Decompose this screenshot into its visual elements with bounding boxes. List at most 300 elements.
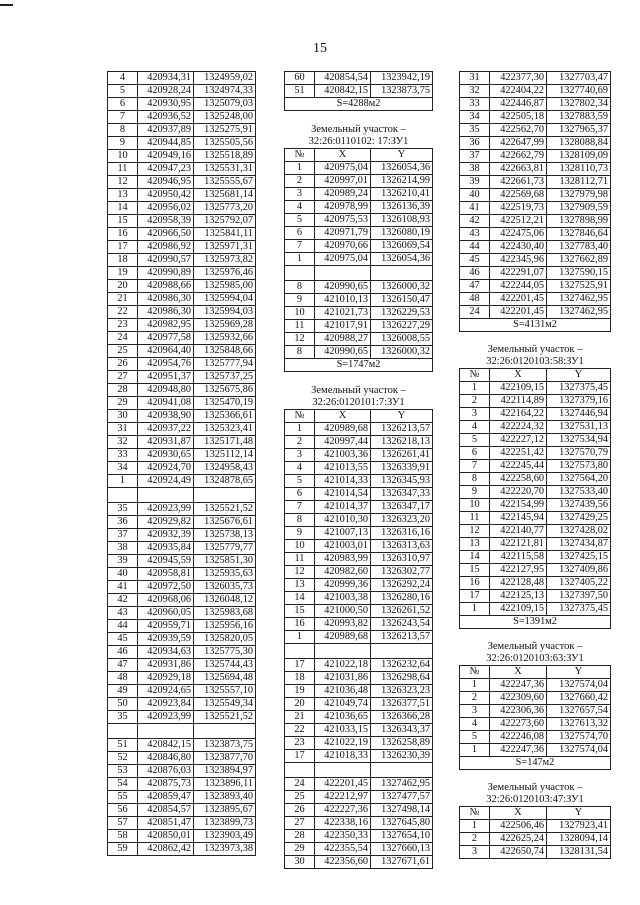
point-number-cell: 8: [460, 473, 490, 486]
point-number-cell: 4: [460, 718, 490, 731]
x-coordinate-cell: 422505,18: [490, 111, 547, 124]
x-coordinate-cell: 420949,16: [138, 150, 194, 163]
point-number-cell: 1: [460, 382, 490, 395]
y-coordinate-cell: 1325171,48: [194, 436, 256, 449]
table-row: [108, 620, 256, 633]
table-row: [108, 503, 256, 516]
table-row: [108, 410, 256, 423]
point-number-cell: 17: [285, 659, 315, 672]
x-coordinate-cell: 420997,44: [315, 436, 371, 449]
table-row: [108, 739, 256, 752]
point-number-cell: 2: [285, 436, 315, 449]
point-number-cell: 1: [285, 423, 315, 436]
x-coordinate-cell: 420993,82: [315, 618, 371, 631]
y-coordinate-cell: 1326230,39: [371, 750, 433, 763]
x-coordinate-cell: 422291,07: [490, 267, 547, 280]
table-row: [285, 346, 433, 359]
table-row: [285, 724, 433, 737]
x-coordinate-cell: 422245,44: [490, 460, 547, 473]
table-row: [108, 176, 256, 189]
coordinates-table-column-3: [459, 71, 611, 859]
point-number-cell: 19: [108, 267, 138, 280]
y-coordinate-cell: 1323973,38: [194, 843, 256, 856]
y-coordinate-cell: 1327783,40: [547, 241, 611, 254]
y-coordinate-cell: 1326323,20: [371, 514, 433, 527]
table-row: [460, 176, 611, 189]
y-coordinate-cell: 1326054,36: [371, 253, 433, 266]
x-coordinate-cell: 422140,77: [490, 525, 547, 538]
x-coordinate-cell: 422662,79: [490, 150, 547, 163]
table-row: [108, 672, 256, 685]
y-coordinate-cell: 1326214,99: [371, 175, 433, 188]
table-row: [285, 830, 433, 843]
y-coordinate-cell: 1326229,53: [371, 307, 433, 320]
point-number-cell: 3: [285, 188, 315, 201]
x-coordinate-cell: 420862,42: [138, 843, 194, 856]
table-row: [460, 705, 611, 718]
area-row: [285, 359, 433, 372]
x-coordinate-cell: 422115,58: [490, 551, 547, 564]
point-number-cell: 35: [108, 503, 138, 516]
parcel-title: Земельный участок –: [487, 641, 583, 652]
area-row: [460, 616, 611, 629]
table-row: [108, 397, 256, 410]
y-coordinate-cell: 1327703,47: [547, 72, 611, 85]
point-number-cell: [285, 644, 315, 659]
x-coordinate-cell: 422109,15: [490, 382, 547, 395]
point-number-cell: 27: [108, 371, 138, 384]
table-row: [285, 307, 433, 320]
y-coordinate-cell: 1325323,41: [194, 423, 256, 436]
x-coordinate-cell: 420846,80: [138, 752, 194, 765]
x-coordinate-cell: 421049,74: [315, 698, 371, 711]
table-row: [108, 189, 256, 202]
point-number-cell: 20: [285, 698, 315, 711]
x-coordinate-cell: 422650,74: [490, 846, 547, 859]
y-coordinate-cell: 1323877,70: [194, 752, 256, 765]
x-coordinate-cell: 422125,13: [490, 590, 547, 603]
y-coordinate-cell: 1323899,73: [194, 817, 256, 830]
y-coordinate-cell: 1327654,10: [371, 830, 433, 843]
x-coordinate-cell: 421021,73: [315, 307, 371, 320]
point-number-cell: 12: [108, 176, 138, 189]
point-number-cell: 60: [285, 72, 315, 85]
table-row: [460, 202, 611, 215]
x-coordinate-cell: 420924,49: [138, 475, 194, 488]
x-coordinate-cell: 421022,18: [315, 659, 371, 672]
table-row: [108, 817, 256, 830]
y-coordinate-cell: 1326054,36: [371, 162, 433, 175]
point-number-cell: 33: [108, 449, 138, 462]
y-coordinate-cell: 1325773,20: [194, 202, 256, 215]
y-coordinate-cell: 1323895,67: [194, 804, 256, 817]
point-number-cell: [108, 488, 138, 503]
parcel-title: Земельный участок –: [311, 385, 406, 396]
point-number-cell: 49: [108, 685, 138, 698]
x-coordinate-cell: 421013,55: [315, 462, 371, 475]
point-number-cell: 43: [108, 607, 138, 620]
x-coordinate-cell: 422114,89: [490, 395, 547, 408]
point-number-cell: 45: [460, 254, 490, 267]
x-coordinate-cell: 422212,97: [315, 791, 371, 804]
point-number-cell: 59: [108, 843, 138, 856]
column-header-y: Y: [371, 410, 433, 423]
point-number-cell: 14: [108, 202, 138, 215]
point-number-cell: 46: [108, 646, 138, 659]
y-coordinate-cell: 1328109,09: [547, 150, 611, 163]
y-coordinate-cell: 1327740,69: [547, 85, 611, 98]
x-coordinate-cell: 422306,36: [490, 705, 547, 718]
table-row: [108, 293, 256, 306]
point-number-cell: 14: [460, 551, 490, 564]
point-number-cell: 13: [460, 538, 490, 551]
point-number-cell: 5: [285, 214, 315, 227]
point-number-cell: 2: [285, 175, 315, 188]
x-coordinate-cell: 422201,45: [490, 293, 547, 306]
y-coordinate-cell: 1327439,56: [547, 499, 611, 512]
point-number-cell: 27: [285, 817, 315, 830]
x-coordinate-cell: 422127,95: [490, 564, 547, 577]
y-coordinate-cell: 1326316,16: [371, 527, 433, 540]
x-coordinate-cell: 420934,31: [138, 72, 194, 85]
y-coordinate-cell: 1325681,14: [194, 189, 256, 202]
x-coordinate-cell: 420997,01: [315, 175, 371, 188]
x-coordinate-cell: 422227,36: [315, 804, 371, 817]
x-coordinate-cell: 422356,60: [315, 856, 371, 869]
y-coordinate-cell: 1327375,45: [547, 603, 611, 616]
column-header-x: X: [490, 807, 547, 820]
table-row: [285, 843, 433, 856]
x-coordinate-cell: 420964,40: [138, 345, 194, 358]
parcel-area: S=4288м2: [285, 98, 433, 111]
x-coordinate-cell: 420842,15: [138, 739, 194, 752]
table-row: [285, 240, 433, 253]
y-coordinate-cell: 1326343,37: [371, 724, 433, 737]
y-coordinate-cell: 1327477,57: [371, 791, 433, 804]
x-coordinate-cell: 421010,30: [315, 514, 371, 527]
point-number-cell: 17: [460, 590, 490, 603]
y-coordinate-cell: 1324974,33: [194, 85, 256, 98]
x-coordinate-cell: 422569,68: [490, 189, 547, 202]
x-coordinate-cell: 420938,90: [138, 410, 194, 423]
table-row: [460, 744, 611, 757]
table-row: [108, 358, 256, 371]
point-number-cell: 18: [108, 254, 138, 267]
y-coordinate-cell: 1325470,19: [194, 397, 256, 410]
x-coordinate-cell: 420924,65: [138, 685, 194, 698]
x-coordinate-cell: 420999,36: [315, 579, 371, 592]
x-coordinate-cell: 420968,06: [138, 594, 194, 607]
table-row: [460, 731, 611, 744]
y-coordinate-cell: 1323873,75: [371, 85, 433, 98]
x-coordinate-cell: 420978,99: [315, 201, 371, 214]
table-row: [285, 685, 433, 698]
y-coordinate-cell: 1325694,48: [194, 672, 256, 685]
table-row: [108, 371, 256, 384]
y-coordinate-cell: 1325820,05: [194, 633, 256, 646]
point-number-cell: 42: [108, 594, 138, 607]
table-row: [108, 436, 256, 449]
x-coordinate-cell: 420950,42: [138, 189, 194, 202]
point-number-cell: 48: [108, 672, 138, 685]
point-number-cell: 34: [108, 462, 138, 475]
table-row: [460, 306, 611, 319]
y-coordinate-cell: 1326310,97: [371, 553, 433, 566]
table-row: [460, 473, 611, 486]
x-coordinate-cell: 422164,22: [490, 408, 547, 421]
y-coordinate-cell: 1327429,25: [547, 512, 611, 525]
table-row: [108, 475, 256, 488]
table-row: [460, 421, 611, 434]
table-row: [108, 698, 256, 711]
table-row: [108, 384, 256, 397]
coordinates-table-column-1: [107, 71, 256, 856]
table-row: [108, 646, 256, 659]
y-coordinate-cell: 1327405,22: [547, 577, 611, 590]
table-row: [108, 752, 256, 765]
x-coordinate-cell: 420854,57: [138, 804, 194, 817]
point-number-cell: 24: [108, 332, 138, 345]
point-number-cell: 7: [285, 240, 315, 253]
y-coordinate-cell: 1326243,54: [371, 618, 433, 631]
point-number-cell: 9: [460, 486, 490, 499]
y-coordinate-cell: 1325971,31: [194, 241, 256, 254]
x-coordinate-cell: 422227,12: [490, 434, 547, 447]
point-number-cell: 24: [460, 306, 490, 319]
table-row: [285, 750, 433, 763]
table-row: [108, 711, 256, 724]
x-coordinate-cell: 420989,24: [315, 188, 371, 201]
area-row: [460, 757, 611, 770]
table-row: [460, 382, 611, 395]
point-number-cell: 39: [108, 555, 138, 568]
y-coordinate-cell: 1326366,28: [371, 711, 433, 724]
point-number-cell: 42: [460, 215, 490, 228]
point-number-cell: 16: [108, 228, 138, 241]
x-coordinate-cell: 422247,36: [490, 744, 547, 757]
y-coordinate-cell: 1325777,94: [194, 358, 256, 371]
table-row: [460, 564, 611, 577]
point-number-cell: 8: [108, 124, 138, 137]
x-coordinate-cell: 420928,24: [138, 85, 194, 98]
x-coordinate-cell: 420990,57: [138, 254, 194, 267]
point-number-cell: 48: [460, 293, 490, 306]
point-number-cell: 13: [285, 579, 315, 592]
y-coordinate-cell: 1328094,14: [547, 833, 611, 846]
x-coordinate-cell: 420941,08: [138, 397, 194, 410]
point-number-cell: 11: [285, 320, 315, 333]
column-header-number: №: [460, 369, 490, 382]
point-number-cell: 1: [285, 253, 315, 266]
x-coordinate-cell: 420924,70: [138, 462, 194, 475]
table-row: [108, 449, 256, 462]
point-number-cell: 6: [285, 488, 315, 501]
x-coordinate-cell: 420972,50: [138, 581, 194, 594]
point-number-cell: 8: [285, 281, 315, 294]
table-row: [285, 162, 433, 175]
table-row: [108, 319, 256, 332]
table-row: [108, 306, 256, 319]
table-row: [285, 227, 433, 240]
table-row: [460, 846, 611, 859]
table-row: [285, 778, 433, 791]
table-row: [460, 280, 611, 293]
point-number-cell: 15: [460, 564, 490, 577]
y-coordinate-cell: 1327425,15: [547, 551, 611, 564]
table-row: [285, 659, 433, 672]
x-coordinate-cell: 422145,94: [490, 512, 547, 525]
table-row: [108, 111, 256, 124]
table-row: [460, 590, 611, 603]
column-header-y: Y: [547, 666, 611, 679]
table-row: [460, 512, 611, 525]
y-coordinate-cell: 1326035,73: [194, 581, 256, 594]
y-coordinate-cell: 1325851,30: [194, 555, 256, 568]
point-number-cell: [285, 266, 315, 281]
x-coordinate-cell: 422109,15: [490, 603, 547, 616]
column-header-x: X: [490, 666, 547, 679]
x-coordinate-cell: 422475,06: [490, 228, 547, 241]
x-coordinate-cell: 422661,73: [490, 176, 547, 189]
x-coordinate-cell: 422519,73: [490, 202, 547, 215]
point-number-cell: 26: [108, 358, 138, 371]
y-coordinate-cell: 1328131,54: [547, 846, 611, 859]
y-coordinate-cell: 1326150,47: [371, 294, 433, 307]
point-number-cell: 43: [460, 228, 490, 241]
y-coordinate-cell: 1327428,02: [547, 525, 611, 538]
point-number-cell: 16: [460, 577, 490, 590]
point-number-cell: 11: [108, 163, 138, 176]
x-coordinate-cell: 422201,45: [315, 778, 371, 791]
point-number-cell: 28: [285, 830, 315, 843]
point-number-cell: [108, 724, 138, 739]
point-number-cell: 5: [108, 85, 138, 98]
table-row: [460, 254, 611, 267]
y-coordinate-cell: 1326313,63: [371, 540, 433, 553]
y-coordinate-cell: [371, 266, 433, 281]
x-coordinate-cell: 420956,02: [138, 202, 194, 215]
y-coordinate-cell: 1326261,41: [371, 449, 433, 462]
point-number-cell: 12: [285, 333, 315, 346]
table-row: [108, 555, 256, 568]
point-number-cell: 6: [285, 227, 315, 240]
point-number-cell: 22: [285, 724, 315, 737]
point-number-cell: 37: [108, 529, 138, 542]
y-coordinate-cell: [194, 724, 256, 739]
point-number-cell: 31: [108, 423, 138, 436]
table-row: [460, 718, 611, 731]
y-coordinate-cell: 1327909,59: [547, 202, 611, 215]
point-number-cell: 11: [460, 512, 490, 525]
table-row: [108, 228, 256, 241]
y-coordinate-cell: 1325521,52: [194, 711, 256, 724]
y-coordinate-cell: 1326000,32: [371, 281, 433, 294]
point-number-cell: 10: [285, 307, 315, 320]
x-coordinate-cell: 420931,87: [138, 436, 194, 449]
y-coordinate-cell: 1327534,94: [547, 434, 611, 447]
table-row: [460, 692, 611, 705]
parcel-area: S=4131м2: [460, 319, 611, 332]
table-row: [108, 345, 256, 358]
table-row: [460, 679, 611, 692]
point-number-cell: 23: [108, 319, 138, 332]
y-coordinate-cell: 1326080,19: [371, 227, 433, 240]
parcel-area: S=1747м2: [285, 359, 433, 372]
y-coordinate-cell: 1323873,75: [194, 739, 256, 752]
table-row: [460, 137, 611, 150]
x-coordinate-cell: 420948,80: [138, 384, 194, 397]
table-row: [285, 475, 433, 488]
point-number-cell: 4: [108, 72, 138, 85]
point-number-cell: 1: [460, 744, 490, 757]
x-coordinate-cell: 422128,48: [490, 577, 547, 590]
point-number-cell: 15: [285, 605, 315, 618]
table-row: [285, 214, 433, 227]
y-coordinate-cell: 1327446,94: [547, 408, 611, 421]
table-row: [108, 542, 256, 555]
point-number-cell: 10: [108, 150, 138, 163]
point-number-cell: 37: [460, 150, 490, 163]
x-coordinate-cell: 420990,89: [138, 267, 194, 280]
table-row: [460, 603, 611, 616]
x-coordinate-cell: 420988,66: [138, 280, 194, 293]
table-row: [285, 72, 433, 85]
x-coordinate-cell: 420923,84: [138, 698, 194, 711]
x-coordinate-cell: 420960,05: [138, 607, 194, 620]
parcel-title: Земельный участок –: [487, 344, 583, 355]
y-coordinate-cell: 1327564,20: [547, 473, 611, 486]
column-header-x: X: [315, 149, 371, 162]
x-coordinate-cell: 420923,99: [138, 503, 194, 516]
x-coordinate-cell: 422244,05: [490, 280, 547, 293]
y-coordinate-cell: 1324959,02: [194, 72, 256, 85]
y-coordinate-cell: 1326339,91: [371, 462, 433, 475]
x-coordinate-cell: 420982,95: [138, 319, 194, 332]
x-coordinate-cell: [138, 488, 194, 503]
x-coordinate-cell: 420929,18: [138, 672, 194, 685]
point-number-cell: 56: [108, 804, 138, 817]
x-coordinate-cell: 422201,45: [490, 306, 547, 319]
parcel-cadastral-number: 32:26:0120103:63:ЗУ1: [486, 653, 584, 664]
y-coordinate-cell: 1325744,43: [194, 659, 256, 672]
point-number-cell: 29: [285, 843, 315, 856]
point-number-cell: 53: [108, 765, 138, 778]
point-number-cell: 40: [460, 189, 490, 202]
y-coordinate-cell: 1325969,28: [194, 319, 256, 332]
point-number-cell: 5: [460, 434, 490, 447]
y-coordinate-cell: 1323894,97: [194, 765, 256, 778]
point-number-cell: 32: [108, 436, 138, 449]
y-coordinate-cell: 1326302,77: [371, 566, 433, 579]
point-number-cell: 41: [108, 581, 138, 594]
table-blank-row: [285, 763, 433, 778]
table-row: [285, 817, 433, 830]
column-header-number: №: [460, 666, 490, 679]
y-coordinate-cell: 1328110,73: [547, 163, 611, 176]
x-coordinate-cell: [315, 763, 371, 778]
x-coordinate-cell: 420986,30: [138, 306, 194, 319]
y-coordinate-cell: 1324958,43: [194, 462, 256, 475]
y-coordinate-cell: 1327375,45: [547, 382, 611, 395]
x-coordinate-cell: 420982,60: [315, 566, 371, 579]
table-row: [108, 254, 256, 267]
table-row: [108, 529, 256, 542]
table-row: [108, 150, 256, 163]
x-coordinate-cell: 421018,33: [315, 750, 371, 763]
table-row: [108, 594, 256, 607]
table-row: [108, 137, 256, 150]
table-row: [285, 592, 433, 605]
